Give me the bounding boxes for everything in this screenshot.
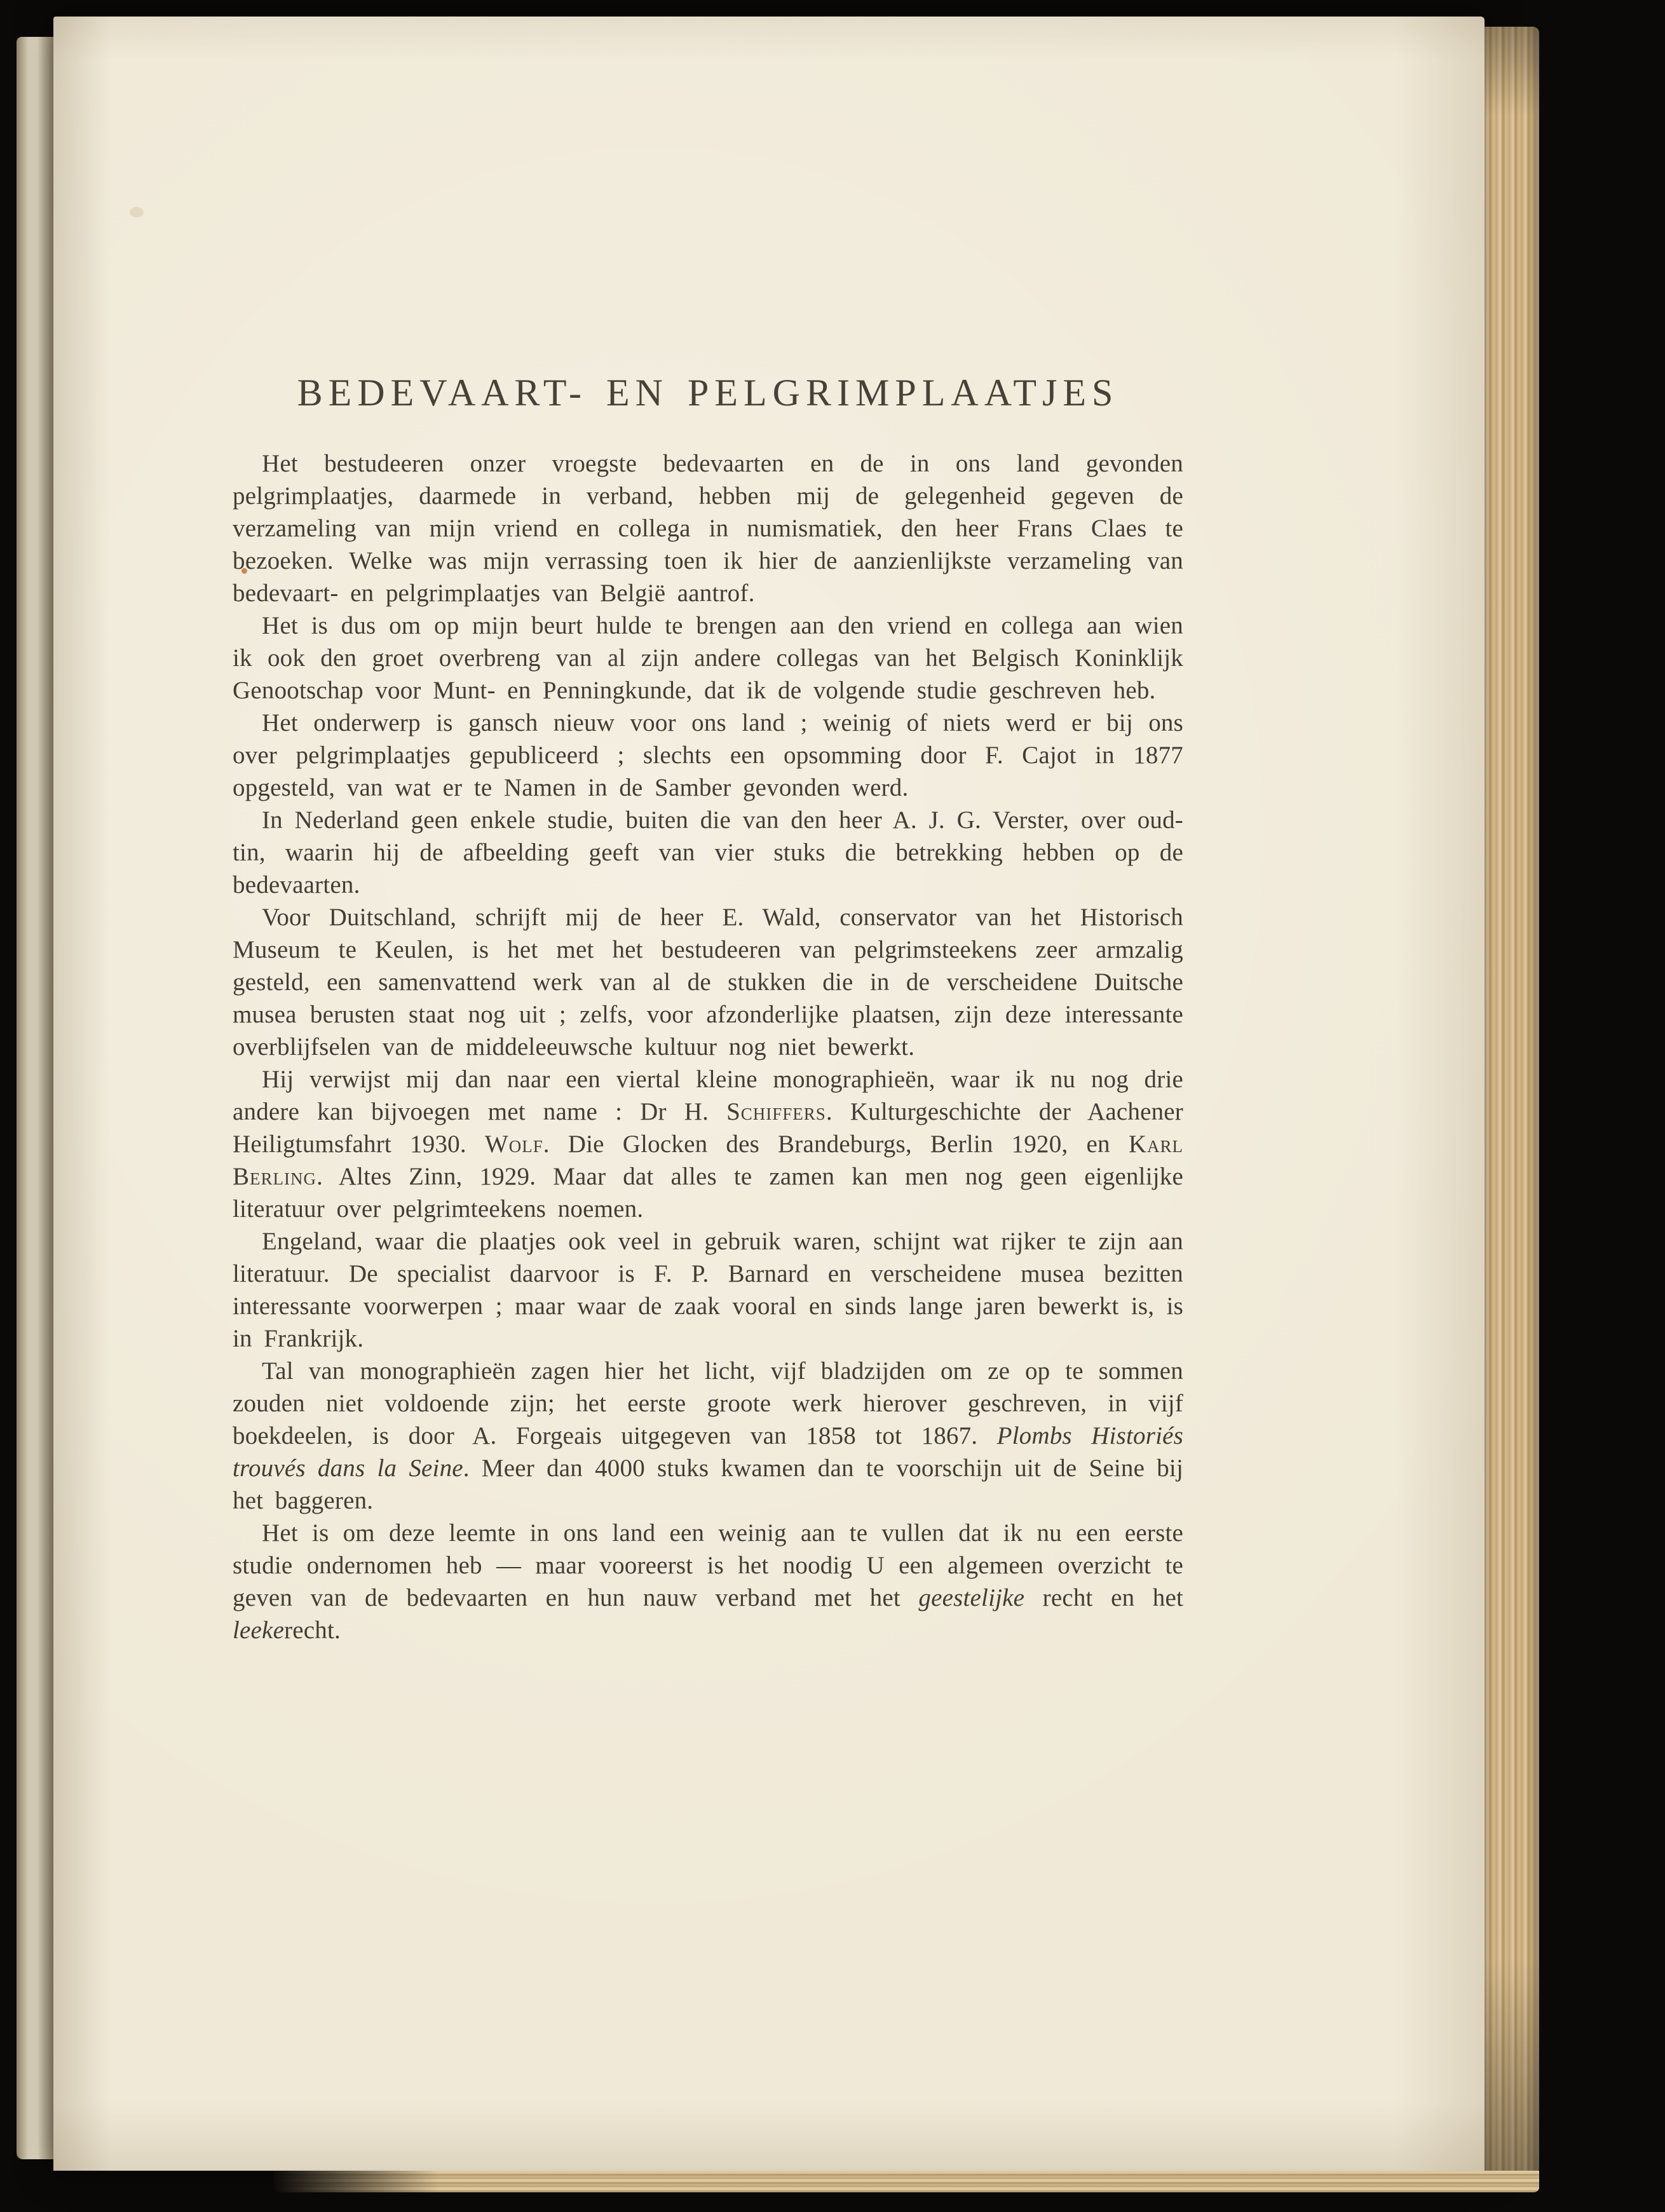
paragraph (233, 1355, 1183, 1517)
paragraph (233, 1225, 1183, 1355)
paragraph (233, 804, 1183, 901)
text-segment: Plombs Historiés trouvés dans la Seine (233, 1422, 1183, 1482)
text-segment: Hij verwijst mij dan naar een viertal kleine monographieën, waar ik nu nog drie andere kan bijvoegen met name : Dr H. (233, 1066, 1183, 1125)
text-segment: In Nederland geen enkele studie, buiten die van den heer A. J. G. Verster, over oud-tin, waarin hij de afbeelding geeft van vier stuks die betrekking hebben op de bedevaarten. (233, 806, 1183, 899)
text-segment: . Kulturgeschichte der Aachener Heiligtumsfahrt 1930. (233, 1098, 1183, 1158)
text-segment: . Altes Zinn, 1929. Maar dat alles te zamen kan men nog geen eigenlijke literatuur over pelgrimteekens noemen. (233, 1163, 1183, 1223)
text-segment: . Die Glocken des Brandeburgs, Berlin 1920, en (543, 1130, 1129, 1158)
text-segment: recht. (284, 1617, 341, 1644)
text-segment: Schiffers (726, 1098, 826, 1125)
text-segment: geestelijke (918, 1584, 1025, 1612)
paragraph (233, 1517, 1183, 1646)
paragraph (233, 609, 1183, 707)
paper-stain (130, 207, 144, 217)
text-segment: Het bestudeeren onzer vroegste bedevaarten en de in ons land gevonden pelgrimplaatjes, daarmede in verband, hebben mij de gelegenheid gegeven de verzameling van mijn vriend en collega in numismatiek, den heer Frans Claes te bezoeken. Welke was mijn verrassing toen ik hier de aanzienlijkste verzameling van bedevaart- en pelgrimplaatjes van België aantrof. (233, 450, 1183, 607)
paragraph (233, 707, 1183, 804)
text-segment: . Meer dan 4000 stuks kwamen dan te voorschijn uit de Seine bij het baggeren. (233, 1455, 1183, 1514)
text-segment: Tal van monographieën zagen hier het licht, vijf bladzijden om ze op te sommen zouden niet voldoende zijn; het eerste groote werk hierover geschreven, in vijf boekdeelen, is door A. Forgeais uitgegeven van 1858 tot 1867. (233, 1357, 1183, 1449)
page-stack-edge-right (1485, 27, 1539, 2173)
text-segment: Het onderwerp is gansch nieuw voor ons land ; weinig of niets werd er bij ons over pelgrimplaatjes gepubliceerd ; slechts een opsomming door F. Cajot in 1877 opgesteld, van wat er te Namen in de Samber gevonden werd. (233, 709, 1183, 801)
page-edge-left (17, 37, 55, 2159)
text-segment: Voor Duitschland, schrijft mij de heer E. Wald, conservator van het Historisch Museum te Keulen, is het met het bestudeeren van pelgrimsteekens zeer armzalig gesteld, een samenvattend werk van al de stukken die in de verscheidene Duitsche musea berusten staat nog uit ; zelfs, voor afzonderlijke plaatsen, zijn deze interessante overblijfselen van de middeleeuwsche kultuur nog niet bewerkt. (233, 904, 1183, 1061)
page-stack-edge-bottom (273, 2171, 1539, 2192)
text-segment: recht en het (1024, 1584, 1183, 1612)
paragraph (233, 447, 1183, 609)
text-block (233, 374, 1183, 1646)
text-segment: Engeland, waar die plaatjes ook veel in gebruik waren, schijnt wat rijker te zijn aan literatuur. De specialist daarvoor is F. P. Barnard en verscheidene musea bezitten interessante voorwerpen ; maar waar de zaak vooral en sinds lange jaren bewerkt is, is in Frankrijk. (233, 1228, 1183, 1352)
text-segment: Het is om deze leemte in ons land een weinig aan te vullen dat ik nu een eerste studie ondernomen heb — maar vooreerst is het noodig U een algemeen overzicht te geven van de bedevaarten en hun nauw verband met het (233, 1519, 1183, 1612)
page-title: BEDEVAART- EN PELGRIMPLAATJES (297, 372, 1119, 414)
paragraph (233, 1063, 1183, 1225)
text-segment: leeke (233, 1617, 285, 1644)
book-page (53, 17, 1485, 2171)
paragraph (233, 901, 1183, 1063)
text-segment: Wolf (484, 1130, 543, 1158)
text-segment: Het is dus om op mijn beurt hulde te brengen aan den vriend en collega aan wien ik ook den groet overbreng van al zijn andere collegas van het Belgisch Koninklijk Genootschap voor Munt- en Penningkunde, dat ik de volgende studie geschreven heb. (233, 612, 1183, 704)
text-segment: Karl Berling (233, 1130, 1183, 1190)
